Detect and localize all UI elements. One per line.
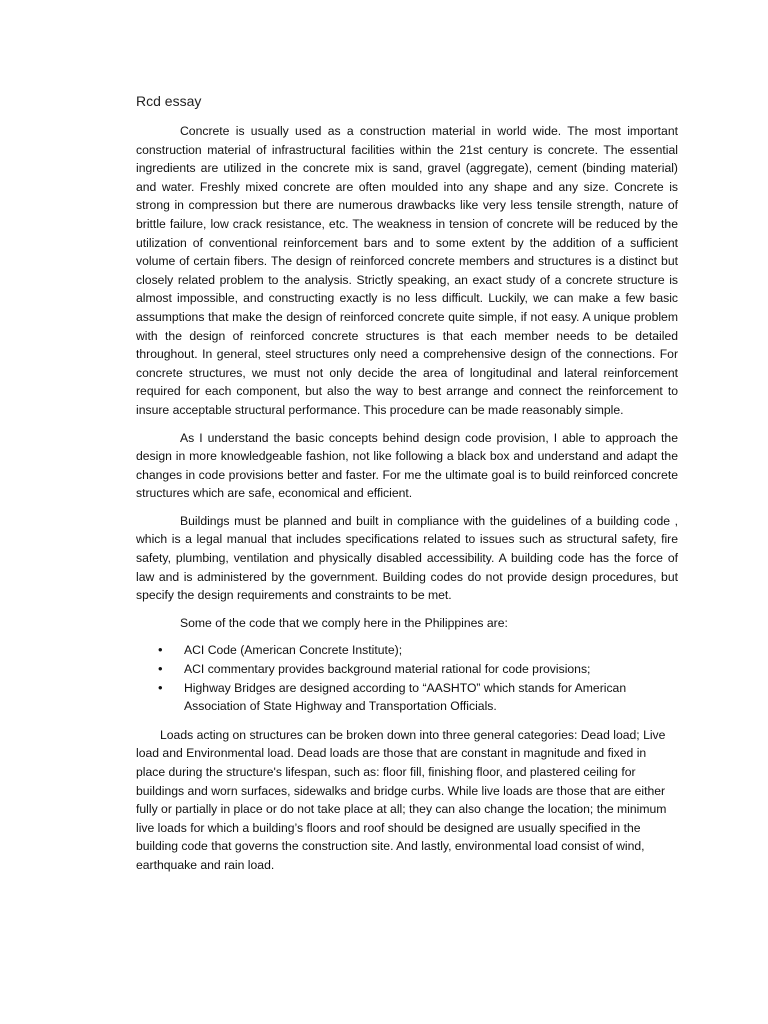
document-page [136, 92, 678, 884]
paragraph-building-code: Buildings must be planned and built in compliance with the guidelines of a building code , which is a legal manual that includes specifications related to issues such as structural safety, fire safety, plumbing, ventilation and physically disabled accessibility. A building code has the force of law and is administered by the government. Building codes do not provide design procedures, but specify the design requirements and constraints to be met. [136, 513, 678, 603]
paragraph-design-code-understanding: As I understand the basic concepts behind design code provision, I able to approach the design in more knowledgeable fashion, not like following a black box and understand and adapt the changes in code provisions better and faster. For me the ultimate goal is to build reinforced concrete structures which are safe, economical and efficient. [136, 430, 678, 501]
paragraph-concrete-intro: Concrete is usually used as a construction material in world wide. The most important construction material of infrastructural facilities within the 21st century is concrete. The essential ingredients are utilized in the concrete mix is sand, gravel (aggregate), cement (binding material) and water. Freshly mixed concrete are often moulded into any shape and any size. Concrete is strong in compression but there are numerous drawbacks like very less tensile strength, nature of brittle failure, low crack resistance, etc. The weakness in tension of concrete will be reduced by the utilization of conventional reinforcement bars and to some extent by the addition of a sufficient volume of certain fibers. The design of reinforced concrete members and structures is a distinct but closely related problem to the analysis. Strictly speaking, an exact study of a concrete structure is almost impossible, and constructing exactly is no less difficult. Luckily, we can make a few basic assumptions that make the design of reinforced concrete quite simple, if not easy. A unique problem with the design of reinforced concrete structures is that each member needs to be detailed throughout. In general, steel structures only need a comprehensive design of the connections. For concrete structures, we must not only decide the area of longitudinal and lateral reinforcement required for each component, but also the way to best arrange and connect the reinforcement to insure acceptable structural performance. This procedure can be made reasonably simple. [136, 124, 678, 417]
list-item [136, 679, 678, 716]
list-item [136, 660, 678, 679]
list-item [136, 641, 678, 660]
bullet-icon: • [158, 679, 163, 695]
document-title: Rcd essay [136, 93, 202, 109]
code-list [136, 641, 678, 715]
list-item-text: Highway Bridges are designed according to “AASHTO” which stands for American Association of State Highway and Transportation Officials. [184, 680, 627, 714]
bullet-icon: • [158, 661, 163, 677]
bullet-icon: • [158, 642, 163, 658]
paragraph-philippines-codes-intro: Some of the code that we comply here in the Philippines are: [180, 615, 508, 630]
list-item-text: ACI commentary provides background material rational for code provisions; [184, 662, 591, 677]
paragraph-loads: Loads acting on structures can be broken down into three general categories: Dead load; Live load and Environmental load. Dead loads are those that are constant in magnitude and fixed in place during the structure's lifespan, such as: floor fill, finishing floor, and plastered ceiling for buildings and worn surfaces, sidewalks and bridge curbs. While live loads are those that are either fully or partially in place or do not take place at all; they can also change the location; the minimum live loads for which a building’s floors and roof should be designed are usually specified in the building code that governs the construction site. And lastly, environmental load consist of wind, earthquake and rain load. [136, 727, 667, 872]
list-item-text: ACI Code (American Concrete Institute); [184, 643, 403, 658]
